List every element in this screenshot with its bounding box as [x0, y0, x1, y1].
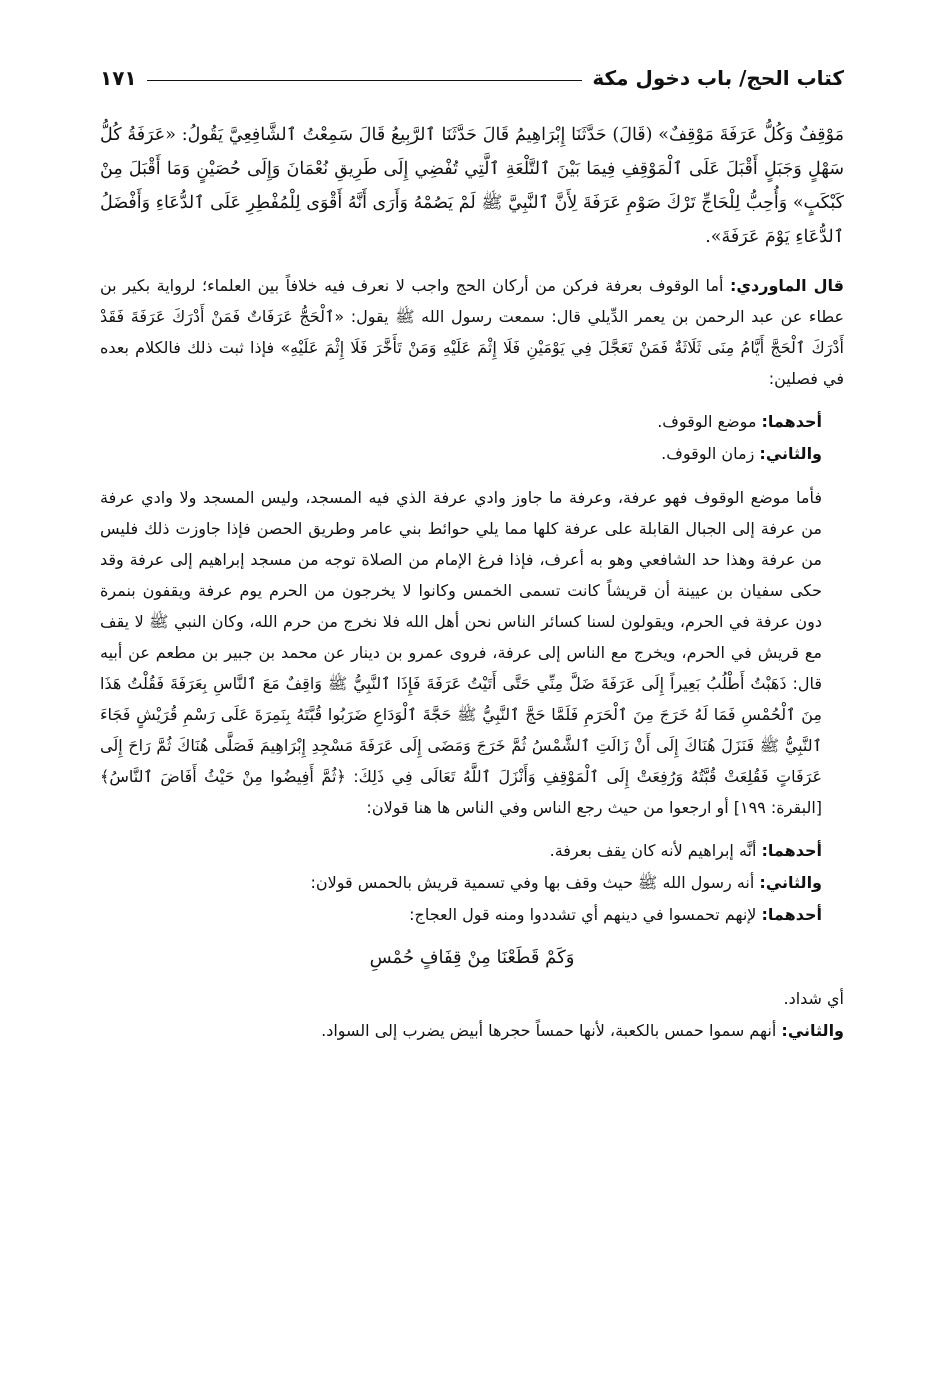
second-label: والثاني:: [759, 444, 822, 463]
first-label: أحدهما:: [761, 412, 822, 431]
opinion-second-item: [100, 867, 844, 899]
hums-first-item: [100, 899, 844, 931]
header-rule: [147, 80, 583, 81]
poetry-verse: وَكَمْ قَطَعْنَا مِنْ قِفَافٍ حُمْسِ: [369, 947, 575, 968]
hums-second-label: والثاني:: [781, 1021, 844, 1040]
second-text: زمان الوقوف.: [661, 444, 755, 463]
hums-first-label: أحدهما:: [761, 905, 822, 924]
mawardi-label: قال الماوردي:: [729, 276, 845, 295]
hums-second-text: أنهم سموا حمس بالكعبة، لأنها حمساً حجرها أبيض يضرب إلى السواد.: [321, 1021, 777, 1040]
opinion-first-text: أنَّه إبراهيم لأنه كان يقف بعرفة.: [549, 841, 757, 860]
opinion-second-label: والثاني:: [759, 873, 822, 892]
verse-gloss: أي شداد.: [783, 989, 844, 1008]
first-text: موضع الوقوف.: [657, 412, 757, 431]
section-second-item: [100, 438, 844, 470]
book-page: [100, 58, 844, 1348]
shafii-quote-paragraph: مَوْقِفٌ وَكُلُّ عَرَفَةَ مَوْقِفٌ» (قَالَ) حَدَّثَنَا إِبْرَاهِيمُ قَالَ حَدَّثَنَا ٱلرَّبِيعُ قَالَ سَمِعْتُ ٱلشَّافِعِيَّ يَقُولُ: «عَرَفَةُ كُلُّ سَهْلٍ وَجَبَلٍ أَقْبَلَ عَلَى ٱلْمَوْقِفِ فِيمَا بَيْنَ ٱلتَّلْعَةِ ٱلَّتِي تُفْضِي إِلَى طَرِيقِ نُعْمَانَ وَإِلَى حُصَيْنٍ وَمَا أَقْبَلَ مِنْ كَبْكَبٍ» وَأُحِبُّ لِلْحَاجِّ تَرْكَ صَوْمِ عَرَفَةَ لِأَنَّ ٱلنَّبِيَّ ﷺ لَمْ يَصُمْهُ وَأَرَى أَنَّهُ أَقْوَى لِلْمُفْطِرِ عَلَى ٱلدُّعَاءِ وَأَفْضَلُ ٱلدُّعَاءِ يَوْمَ عَرَفَةَ».: [100, 125, 844, 247]
page-number: ١٧١: [100, 66, 137, 90]
section-first-item: [100, 406, 844, 438]
opinion-first-item: [100, 835, 844, 867]
opinion-second-text: أنه رسول الله ﷺ حيث وقف بها وفي تسمية قريش بالحمس قولان:: [310, 873, 755, 892]
opinion-first-label: أحدهما:: [761, 841, 822, 860]
hums-first-text: لإنهم تحمسوا في دينهم أي تشددوا ومنه قول العجاج:: [409, 905, 757, 924]
running-header: [100, 58, 844, 98]
mawardi-text: أما الوقوف بعرفة فركن من أركان الحج واجب لا نعرف فيه خلافاً بين العلماء؛ لرواية بكير بن عطاء عن عبد الرحمن بن يعمر الدِّيلي قال: سمعت رسول الله ﷺ يقول: «ٱلْحَجُّ عَرَفَاتٌ فَمَنْ أَدْرَكَ عَرَفَةَ فَقَدْ أَدْرَكَ ٱلْحَجَّ أَيَّامُ مِنَى ثَلَاثَةٌ فَمَنْ تَعَجَّلَ فِي يَوْمَيْنِ فَلَا إِثْمَ عَلَيْهِ وَمَنْ تَأَخَّرَ فَلَا إِثْمَ عَلَيْهِ» فإذا ثبت ذلك فالكلام بعده في فصلين:: [100, 276, 844, 388]
chapter-title: كتاب الحج/ باب دخول مكة: [592, 66, 844, 90]
wuquf-location-paragraph: فأما موضع الوقوف فهو عرفة، وعرفة ما جاوز وادي عرفة الذي فيه المسجد، وليس المسجد ولا وادي عرفة من عرفة إلى الجبال القابلة على عرفة كلها مما يلي حوائط بني عامر وطريق الحصن فإذا جاوزت ذلك فليس من عرفة وهذا حد الشافعي وهو به أعرف، فإذا فرغ الإمام من الصلاة توجه من مسجد إبراهيم إلى عرفة وقد حكى سفيان بن عيينة أن قريشاً كانت تسمى الخمس وكانوا لا يخرجون من الحرم يوم عرفة ويقفون بنمرة دون عرفة في الحرم، ويقولون لسنا كسائر الناس نحن أهل الله فلا نخرج من حرم الله، وكان النبي ﷺ لا يقف مع قريش في الحرم، ويخرج مع الناس إلى عرفة، فروى عمرو بن دينار عن محمد بن جبير بن مطعم عن أبيه قال: ذَهَبْتُ أَطْلُبُ بَعِيراً إِلَى عَرَفَةَ ضَلَّ مِنِّي حَتَّى أَتَيْتُ عَرَفَةَ فَإِذَا ٱلنَّبِيُّ ﷺ وَاقِفٌ مَعَ ٱلنَّاسِ بِعَرَفَةَ فَقُلْتُ هَذَا مِنَ ٱلْحُمْسِ فَمَا لَهُ خَرَجَ مِنَ ٱلْحَرَمِ فَلَمَّا حَجَّ ٱلنَّبِيُّ ﷺ حَجَّةَ ٱلْوَدَاعِ ضَرَبُوا قُبَّتَهُ بِنَمِرَةَ عَلَى رَسْمِ قُرَيْشٍ فَجَاءَ ٱلنَّبِيُّ ﷺ فَنَزَلَ هُنَاكَ إِلَى أَنْ زَالَتِ ٱلشَّمْسُ ثُمَّ خَرَجَ وَمَضَى إِلَى عَرَفَةَ مَسْجِدِ إِبْرَاهِيمَ فَصَلَّى هُنَاكَ ثُمَّ رَاحَ إِلَى عَرَفَاتٍ فَقُلِعَتْ قُبَّتُهُ وَرُفِعَتْ إِلَى ٱلْمَوْقِفِ وَأَنْزَلَ ٱللَّهُ تَعَالَى فِي ذَلِكَ: ﴿ثُمَّ أَفِيضُوا مِنْ حَيْثُ أَفَاضَ ٱلنَّاسُ﴾ [البقرة: ١٩٩] أو ارجعوا من حيث رجع الناس وفي الناس ها هنا قولان:: [100, 488, 822, 817]
hums-second-item: [100, 1015, 844, 1047]
mawardi-paragraph: [100, 270, 844, 394]
